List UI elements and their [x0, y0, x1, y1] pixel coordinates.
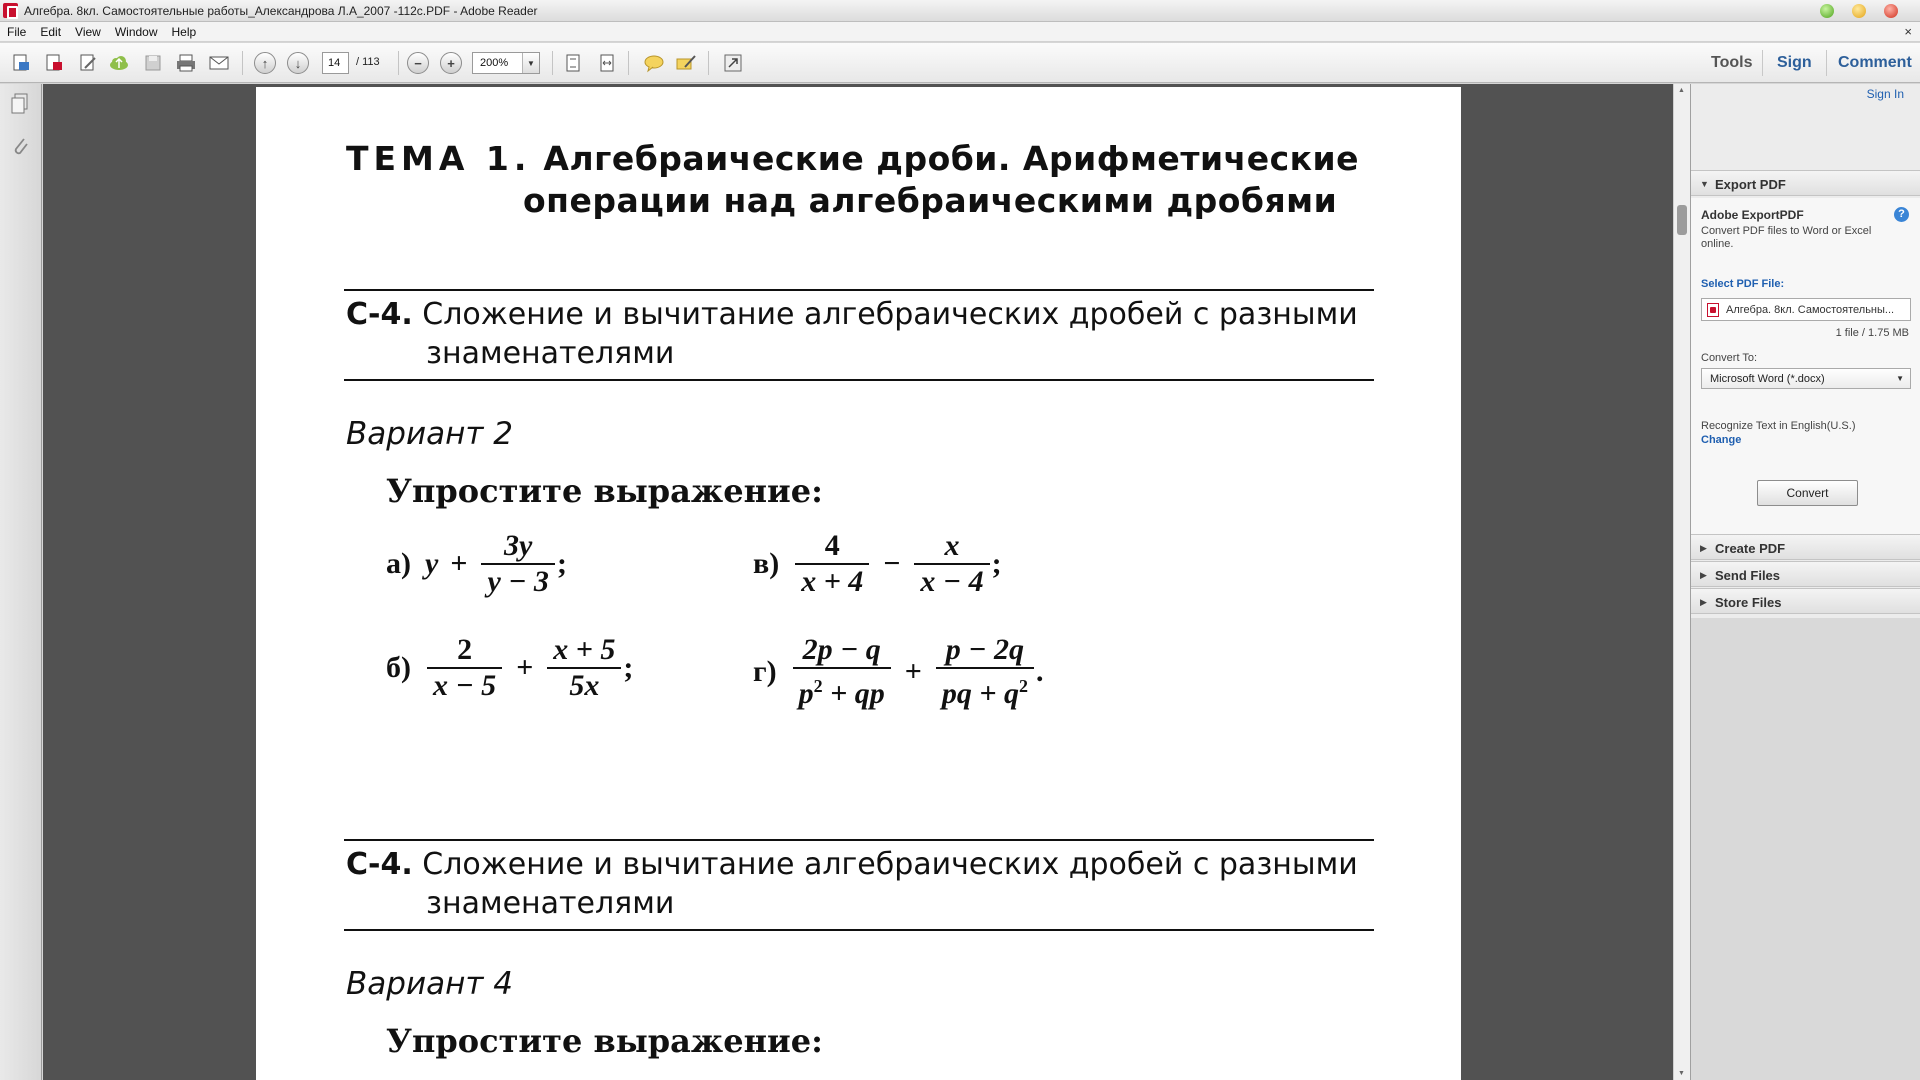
highlight-icon[interactable]	[675, 52, 697, 74]
theme-heading	[346, 139, 1359, 178]
section-label: Create PDF	[1715, 541, 1786, 556]
denominator	[793, 669, 891, 711]
numerator: 4	[824, 529, 840, 562]
numerator: 3y	[504, 529, 533, 562]
document-viewer[interactable]	[43, 84, 1673, 1080]
title-bar	[0, 0, 1920, 22]
section-label: Export PDF	[1715, 177, 1786, 192]
term: y	[425, 547, 439, 580]
menu-view[interactable]: View	[75, 25, 101, 39]
collapsed-triangle-icon: ▶	[1700, 597, 1707, 607]
fraction	[914, 529, 989, 599]
terminator: ;	[991, 547, 1002, 580]
expression-label: б)	[386, 651, 411, 684]
section-number: С-4.	[346, 297, 413, 332]
section-title-line1: Сложение и вычитание алгебраических дробей с разными	[422, 297, 1358, 332]
section-divider	[344, 929, 1374, 931]
variant-heading: Вариант 2	[346, 416, 513, 452]
comment-button[interactable]: Comment	[1838, 54, 1912, 71]
help-icon[interactable]: ?	[1894, 207, 1909, 222]
fraction	[936, 633, 1034, 711]
expression-a	[386, 529, 567, 599]
expression-g	[753, 633, 1043, 711]
numerator: x	[944, 529, 960, 562]
denominator-part: p	[798, 677, 814, 710]
collapsed-triangle-icon: ▶	[1700, 570, 1707, 580]
save-icon[interactable]	[142, 52, 164, 74]
expanded-triangle-icon: ▼	[1700, 179, 1709, 189]
convert-to-value: Microsoft Word (*.docx)	[1710, 373, 1825, 385]
theme-title: Алгебраические дроби. Арифметические	[543, 139, 1360, 178]
theme-subtitle: операции над алгебраическими дробями	[523, 181, 1338, 220]
zoom-in-icon[interactable]: +	[440, 52, 462, 74]
page-thumbnails-icon[interactable]	[9, 92, 31, 116]
terminator: .	[1035, 655, 1044, 688]
fraction	[481, 529, 555, 599]
expression-label: а)	[386, 547, 411, 580]
numerator: 2	[457, 633, 473, 666]
fraction	[427, 633, 502, 703]
fraction	[795, 529, 869, 599]
section-label: Store Files	[1715, 595, 1782, 610]
scroll-up-icon[interactable]: ▲	[1678, 87, 1685, 94]
menu-bar	[0, 22, 1920, 42]
email-icon[interactable]	[208, 52, 230, 74]
prev-page-icon[interactable]: ↑	[254, 52, 276, 74]
section-title	[346, 847, 1358, 882]
operator: +	[904, 655, 922, 688]
terminator: ;	[623, 651, 634, 684]
cloud-upload-icon[interactable]	[108, 52, 130, 74]
panel-description: Convert PDF files to Word or Excel online.	[1701, 225, 1872, 250]
minimize-button[interactable]	[1820, 4, 1834, 18]
fit-width-icon[interactable]	[596, 52, 618, 74]
zoom-value: 200%	[480, 57, 509, 69]
operator: −	[883, 547, 901, 580]
section-divider	[344, 379, 1374, 381]
expression-b	[386, 633, 633, 703]
section-label: Send Files	[1715, 568, 1781, 583]
scrollbar-thumb[interactable]	[1677, 205, 1687, 235]
store-files-section-header[interactable]	[1691, 588, 1920, 614]
section-number: С-4.	[346, 847, 413, 882]
menu-edit[interactable]: Edit	[40, 25, 62, 39]
create-pdf-icon[interactable]	[10, 52, 32, 74]
send-files-section-header[interactable]	[1691, 561, 1920, 587]
toolbar	[0, 43, 1920, 83]
section-title-line2: знаменателями	[426, 336, 675, 371]
vertical-scrollbar[interactable]	[1673, 84, 1690, 1080]
section-title	[346, 297, 1358, 332]
menu-help[interactable]: Help	[171, 25, 197, 39]
numerator: x + 5	[553, 633, 616, 666]
pdf-page	[256, 87, 1461, 1080]
expression-v	[753, 529, 1002, 599]
numerator: 2p − q	[802, 633, 881, 666]
operator: +	[450, 547, 468, 580]
close-document-icon[interactable]: ×	[1904, 24, 1912, 39]
attachments-icon[interactable]	[9, 134, 31, 158]
numerator: p − 2q	[945, 633, 1024, 666]
fraction	[793, 633, 891, 711]
maximize-button[interactable]	[1852, 4, 1866, 18]
section-title-line2: знаменателями	[426, 886, 675, 921]
task-instruction: Упростите выражение:	[386, 1022, 823, 1060]
next-page-icon[interactable]: ↓	[287, 52, 309, 74]
denominator: x − 4	[920, 565, 984, 598]
expand-icon[interactable]	[722, 52, 744, 74]
denominator: 5x	[569, 669, 600, 702]
panel-title: Adobe ExportPDF	[1701, 208, 1804, 222]
create-pdf-section-header[interactable]	[1691, 534, 1920, 560]
select-file-label: Select PDF File:	[1701, 278, 1785, 290]
page-total: / 113	[356, 56, 380, 68]
file-size: 1 file / 1.75 MB	[1835, 327, 1909, 339]
comment-icon[interactable]	[643, 52, 665, 74]
selected-file-field[interactable]	[1701, 298, 1911, 321]
theme-prefix: ТЕМА 1.	[346, 139, 532, 178]
print-icon[interactable]	[175, 52, 197, 74]
chevron-down-icon: ▼	[1896, 374, 1904, 383]
section-divider	[344, 839, 1374, 841]
file-name: Алгебра. 8кл. Самостоятельны...	[1726, 304, 1895, 316]
page-number-input[interactable]: 14	[322, 52, 349, 74]
exponent: 2	[1018, 676, 1028, 696]
convert-pdf-icon[interactable]	[43, 52, 65, 74]
denominator-part: pq + q	[941, 677, 1019, 710]
tools-pane	[1690, 84, 1920, 1080]
pdf-file-icon	[1707, 303, 1719, 317]
chevron-down-icon[interactable]: ▼	[522, 53, 539, 73]
zoom-out-icon[interactable]: −	[407, 52, 429, 74]
expression-label: г)	[753, 655, 777, 688]
tools-pane-empty-area	[1691, 618, 1920, 1080]
close-window-button[interactable]	[1884, 4, 1898, 18]
denominator: y − 3	[487, 565, 549, 598]
collapsed-triangle-icon: ▶	[1700, 543, 1707, 553]
change-language-link[interactable]: Change	[1701, 434, 1742, 446]
edit-pdf-icon[interactable]	[77, 52, 99, 74]
section-divider	[344, 289, 1374, 291]
denominator	[936, 669, 1034, 711]
fraction	[547, 633, 621, 703]
variant-heading: Вариант 4	[346, 966, 513, 1002]
sign-in-link[interactable]: Sign In	[1866, 87, 1904, 101]
menu-window[interactable]: Window	[114, 25, 158, 39]
adobe-reader-icon	[3, 3, 18, 18]
expression-label: в)	[753, 547, 780, 580]
recognize-text-label: Recognize Text in English(U.S.)	[1701, 420, 1856, 432]
fit-page-icon[interactable]	[562, 52, 584, 74]
scroll-down-icon[interactable]: ▼	[1678, 1070, 1685, 1077]
export-pdf-panel	[1691, 198, 1920, 534]
zoom-select[interactable]	[472, 52, 540, 74]
menu-file[interactable]: File	[7, 25, 27, 39]
window-title: Алгебра. 8кл. Самостоятельные работы_Александрова Л.А_2007 -112с.PDF - Adobe Reader	[24, 4, 538, 18]
terminator: ;	[556, 547, 567, 580]
operator: +	[516, 651, 534, 684]
task-instruction: Упростите выражение:	[386, 472, 823, 510]
denominator: x − 5	[433, 669, 497, 702]
convert-to-select[interactable]	[1701, 368, 1911, 389]
convert-button[interactable]: Convert	[1757, 480, 1858, 506]
denominator-part: + qp	[822, 677, 885, 710]
export-pdf-section-header[interactable]	[1691, 170, 1920, 196]
sign-button[interactable]: Sign	[1777, 54, 1812, 71]
convert-to-label: Convert To:	[1701, 352, 1758, 364]
exponent: 2	[813, 676, 823, 696]
denominator: x + 4	[801, 565, 864, 598]
section-title-line1: Сложение и вычитание алгебраических дробей с разными	[422, 847, 1358, 882]
navigation-pane	[0, 84, 42, 1080]
tools-button[interactable]: Tools	[1711, 54, 1753, 71]
